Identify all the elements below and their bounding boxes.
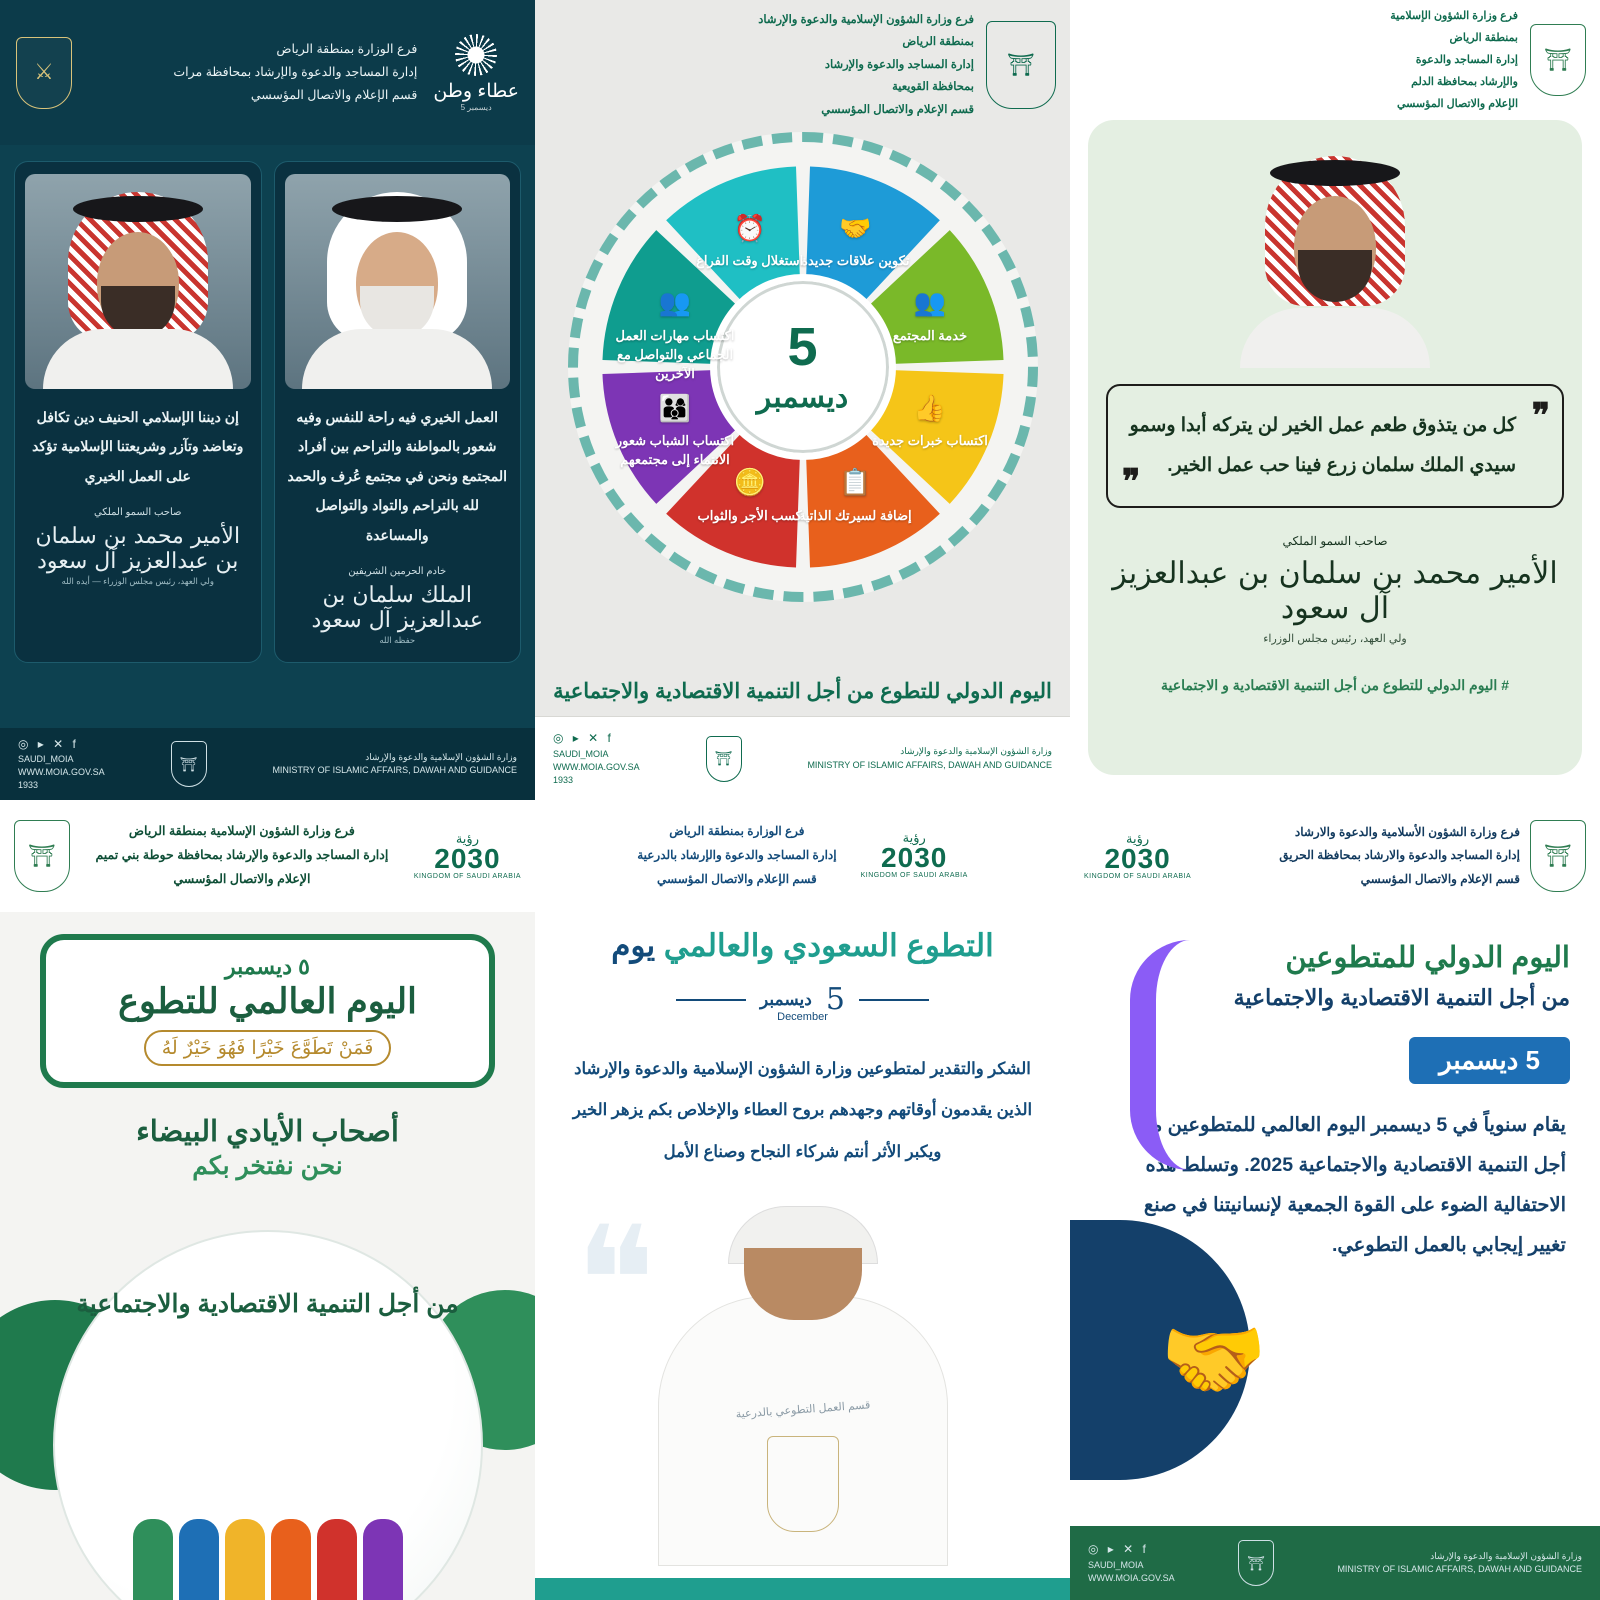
checklist-icon: 📋 bbox=[839, 467, 872, 498]
leader-card bbox=[14, 161, 262, 663]
dateline-rule bbox=[676, 999, 746, 1001]
poster1-footer bbox=[0, 728, 535, 800]
header-line: إدارة المساجد والدعوة والإرشاد بالدرعية bbox=[637, 848, 837, 862]
decorative-quote-icon: ❝ bbox=[575, 1195, 656, 1369]
handshake-icon: 🤝 bbox=[839, 212, 872, 243]
signature-title: صاحب السمو الملكي bbox=[1282, 533, 1388, 548]
poster1-header bbox=[0, 0, 535, 145]
decor-swoosh-purple bbox=[1130, 940, 1240, 1170]
signature-role: حفظه الله bbox=[379, 634, 416, 645]
ministry-emblem-icon: ⛩ bbox=[1238, 1540, 1274, 1586]
poster6-body: يقام سنوياً في 5 ديسمبر اليوم العالمي للمتطوعين من أجل التنمية الاقتصادية والاجتماعية 2025. وتسلط هذه الاحتفالية الضوء على القوة الجمعية لإنسانيتنا في صنع تغيير إيجابي بالعمل التطوعي. bbox=[1136, 1114, 1566, 1256]
event-date-chip: 5 ديسمبر bbox=[1409, 1037, 1570, 1084]
vision-2030-logo bbox=[861, 831, 968, 879]
header-line: قسم الإعلام والاتصال المؤسسي bbox=[656, 872, 817, 886]
burst-logo-icon bbox=[455, 34, 497, 76]
header-line: فرع وزارة الشؤون الإسلامية bbox=[1390, 10, 1518, 22]
volunteer-photo bbox=[653, 1196, 953, 1566]
poster6-header-text bbox=[1201, 821, 1520, 891]
saudi-emblem-icon: ⛩ bbox=[14, 820, 70, 892]
vision-label-ar: رؤية bbox=[455, 831, 479, 846]
ministry-name-en: MINISTRY OF ISLAMIC AFFAIRS, DAWAH AND GUIDANCE bbox=[272, 765, 517, 775]
signature-name: الملك سلمان بن عبدالعزيز آل سعود bbox=[311, 582, 483, 633]
poster4-title-frame bbox=[40, 934, 495, 1088]
social-block bbox=[553, 730, 640, 787]
wheel-segment-label: 👍 اكتساب خبرات جديدة bbox=[864, 390, 996, 452]
title-lead: يوم bbox=[611, 928, 656, 963]
saudi-emblem-icon: ⚔ bbox=[16, 37, 72, 109]
header-line: والإرشاد بمحافظة الدلم bbox=[1411, 76, 1518, 88]
quote-mark-icon: ❞ bbox=[1122, 462, 1141, 501]
saudi-emblem-icon: ⛩ bbox=[986, 21, 1056, 109]
header-line: قسم الإعلام والاتصال المؤسسي bbox=[821, 103, 974, 116]
poster1-header-text bbox=[72, 38, 427, 107]
vision-label-en: KINGDOM OF SAUDI ARABIA bbox=[1084, 873, 1192, 880]
coins-icon: 🪙 bbox=[733, 467, 766, 498]
ministry-name-en: MINISTRY OF ISLAMIC AFFAIRS, DAWAH AND GUIDANCE bbox=[1337, 1564, 1582, 1574]
poster5-header-text bbox=[637, 819, 836, 891]
wheel-segment-label: 👨‍👩‍👦 اكتساب الشباب شعور الانتماء إلى مجتمعهم bbox=[609, 390, 741, 470]
poster6-footer bbox=[1070, 1526, 1600, 1600]
quran-verse: فَمَنْ تَطَوَّعَ خَيْرًا فَهُوَ خَيْرٌ لَهُ bbox=[144, 1030, 392, 1066]
date-day-number: 5 bbox=[825, 982, 845, 1017]
leader-card bbox=[274, 161, 522, 663]
website-url: WWW.MOIA.GOV.SA bbox=[1088, 1572, 1175, 1583]
poster5-title bbox=[535, 928, 1070, 964]
website-url: WWW.MOIA.GOV.SA bbox=[18, 767, 105, 778]
date-month-ar: ديسمبر bbox=[760, 989, 812, 1009]
helping-hands-heart-icon: 🤝 bbox=[1160, 1312, 1268, 1408]
poster3-header-text bbox=[1390, 5, 1518, 115]
poster5-bottom-bar bbox=[535, 1578, 1070, 1600]
wheel-segment-label: 👥 خدمة المجتمع bbox=[864, 284, 996, 346]
poster6-title: اليوم الدولي للمتطوعين bbox=[1285, 942, 1570, 974]
header-line: إدارة المساجد والدعوة bbox=[1415, 54, 1518, 66]
header-line: بمحافظة القويعية bbox=[892, 81, 974, 94]
raised-hand bbox=[317, 1519, 357, 1600]
teamwork-icon: 👥 bbox=[658, 287, 692, 318]
ministry-emblem-icon: ⛩ bbox=[171, 741, 207, 787]
header-line: فرع الوزارة بمنطقة الرياض bbox=[276, 41, 418, 56]
social-handle: SAUDI_MOIA bbox=[553, 748, 609, 759]
header-line: إدارة المساجد والدعوة والإرشاد bbox=[824, 58, 974, 71]
poster-world-volunteer-day bbox=[0, 800, 535, 1600]
wheel-segment-label: 🪙 كسب الأجر والثواب bbox=[684, 464, 816, 526]
poster-volunteer-wheel bbox=[535, 0, 1070, 800]
signature-name: الأمير محمد بن سلمان بن عبدالعزيز آل سعود bbox=[1112, 555, 1558, 626]
ministry-block bbox=[1337, 1550, 1582, 1577]
crown-prince-portrait bbox=[25, 174, 251, 389]
vision-2030-logo bbox=[1084, 832, 1191, 880]
raised-hand bbox=[271, 1519, 311, 1600]
ministry-block bbox=[272, 751, 517, 778]
benefits-wheel bbox=[568, 132, 1038, 602]
header-line: إدارة المساجد والدعوة والارشاد بمحافظة الحريق bbox=[1279, 848, 1520, 863]
vest-text: قسم العمل التطوعي بالدرعية bbox=[734, 1399, 871, 1421]
poster-international-volunteer-day bbox=[1070, 800, 1600, 1600]
ministry-emblem-icon: ⛩ bbox=[706, 736, 742, 782]
social-handle: SAUDI_MOIA bbox=[1088, 1559, 1144, 1570]
poster4-header-text bbox=[70, 820, 414, 891]
header-line: إدارة المساجد والدعوة والإرشاد بمحافظة مرات bbox=[173, 64, 418, 79]
quote-mark-icon: ❞ bbox=[1531, 397, 1550, 435]
quote-text: كل من يتذوق طعم عمل الخير لن يتركه أبدا وسمو سيدي الملك سلمان زرع فينا حب عمل الخير. bbox=[1129, 415, 1516, 476]
poster2-header bbox=[535, 0, 1070, 130]
ministry-name-ar: وزارة الشؤون الإسلامية والدعوة والإرشاد bbox=[900, 746, 1052, 756]
poster3-panel bbox=[1088, 120, 1582, 775]
signature-title: خادم الحرمين الشريفين bbox=[348, 565, 447, 577]
quote-text: العمل الخيري فيه راحة للنفس وفيه شعور بالمواطنة والتراحم بين أفراد المجتمع ونحن في مجتمع عُرف والحمد لله بالتراحم والتواد والتواصل والمساعدة bbox=[287, 409, 507, 543]
poster4-header bbox=[0, 800, 535, 912]
poster4-title: اليوم العالمي للتطوع bbox=[118, 982, 417, 1021]
social-block bbox=[1088, 1541, 1175, 1584]
poster2-header-text bbox=[758, 9, 974, 121]
quote-text: إن ديننا الإسلامي الحنيف دين تكافل وتعاضد وتآزر وشريعتنا الإسلامية تؤكد على العمل الخيري bbox=[32, 409, 244, 484]
hashtag-text: # اليوم الدولي للتطوع من أجل التنمية الاقتصادية و الاجتماعية bbox=[1161, 676, 1509, 693]
poster5-header bbox=[535, 800, 1070, 910]
vision-number: 2030 bbox=[881, 842, 948, 873]
title-highlight: التطوع السعودي والعالمي bbox=[663, 928, 994, 963]
founding-year: 1933 bbox=[18, 780, 39, 791]
ministry-emblem-icon bbox=[767, 1436, 839, 1532]
raised-hands-icon bbox=[133, 1519, 403, 1600]
signature-title: صاحب السمو الملكي bbox=[93, 507, 182, 519]
header-line: بمنطقة الرياض bbox=[1449, 32, 1518, 44]
poster4-subtitle-2: نحن نفتخر بكم bbox=[192, 1152, 343, 1180]
header-line: فرع وزارة الشؤون الأسلامية والدعوة والارشاد bbox=[1294, 824, 1520, 839]
vision-label-en: KINGDOM OF SAUDI ARABIA bbox=[413, 873, 521, 880]
raised-hand bbox=[179, 1519, 219, 1600]
raised-hand bbox=[133, 1519, 173, 1600]
saudi-emblem-icon: ⛩ bbox=[1530, 24, 1586, 96]
vision-number: 2030 bbox=[1104, 843, 1171, 874]
ministry-name-en: MINISTRY OF ISLAMIC AFFAIRS, DAWAH AND GUIDANCE bbox=[807, 759, 1052, 770]
hub-day-number: 5 bbox=[787, 316, 818, 377]
poster4-subtitle-1: أصحاب الأيادي البيضاء bbox=[136, 1116, 399, 1148]
header-line: فرع وزارة الشؤون الإسلامية والدعوة والإرشاد bbox=[758, 13, 974, 26]
social-icons: ◎ ▸ ✕ f bbox=[1088, 1542, 1149, 1557]
poster5-paragraph: الشكر والتقدير لمتطوعين وزارة الشؤون الإسلامية والدعوة والإرشاد الذين يقدمون أوقاتهم وجهدهم بروح العطاء والإخلاص بكم يزهر الخير ويكبر الأثر أنتم شركاء النجاح وصناع الأمل bbox=[572, 1060, 1033, 1161]
wheel-segment-label: 📋 إضافة لسيرتك الذاتية bbox=[789, 464, 921, 526]
hub-month: ديسمبر bbox=[756, 380, 849, 414]
raised-hand bbox=[225, 1519, 265, 1600]
social-icons: ◎ ▸ ✕ f bbox=[553, 731, 614, 746]
poster3-header bbox=[1070, 0, 1600, 120]
dateline-rule bbox=[859, 999, 929, 1001]
group-person-icon: 👨‍👩‍👦 bbox=[658, 392, 692, 423]
date-month-en: December bbox=[777, 1011, 828, 1023]
signature-name: الأمير محمد بن سلمان بن عبدالعزيز آل سعود bbox=[35, 524, 241, 575]
ministry-block bbox=[807, 745, 1052, 772]
ministry-name-ar: وزارة الشؤون الإسلامية والدعوة والإرشاد bbox=[1430, 1550, 1582, 1561]
founding-year: 1933 bbox=[553, 774, 574, 785]
signature-role: ولي العهد، رئيس مجلس الوزراء — أيده الله bbox=[61, 576, 214, 587]
header-line: فرع الوزارة بمنطقة الرياض bbox=[669, 824, 805, 838]
wheel-segment-label: ⏰ استغلال وقت الفراغ bbox=[684, 210, 816, 272]
globe-graphic bbox=[53, 1230, 483, 1600]
logo-label: عطاء وطن bbox=[433, 80, 519, 102]
header-line: قسم الإعلام والاتصال المؤسسي bbox=[1360, 871, 1520, 886]
header-line: قسم الإعلام والاتصال المؤسسي bbox=[250, 88, 418, 103]
clock-icon: ⏰ bbox=[733, 212, 766, 243]
signature-role: ولي العهد، رئيس مجلس الوزراء bbox=[1263, 632, 1407, 645]
quote-box bbox=[1106, 384, 1564, 508]
poster1-cards bbox=[0, 145, 535, 663]
saudi-emblem-icon: ⛩ bbox=[1530, 820, 1586, 892]
wheel-segment-label: 👥 اكتساب مهارات العمل الجماعي والتواصل مع الآخرين bbox=[609, 284, 741, 383]
king-salman-portrait bbox=[285, 174, 511, 389]
header-line: الإعلام والاتصال المؤسسي bbox=[1396, 98, 1518, 110]
raised-hand bbox=[363, 1519, 403, 1600]
vision-number: 2030 bbox=[434, 843, 501, 874]
header-line: فرع وزارة الشؤون الإسلامية بمنطقة الرياض bbox=[128, 824, 355, 839]
poster2-footer bbox=[535, 716, 1070, 800]
social-handle: SAUDI_MOIA bbox=[18, 754, 74, 765]
wheel-segment-label: 🤝 تكوين علاقات جديدة bbox=[789, 210, 921, 272]
logo-date: 5 ديسمبر bbox=[460, 102, 492, 112]
globe-caption: من أجل التنمية الاقتصادية والاجتماعية bbox=[76, 1290, 459, 1318]
poster2-banner: اليوم الدولي للتطوع من أجل التنمية الاقتصادية والاجتماعية bbox=[553, 680, 1052, 703]
header-line: بمنطقة الرياض bbox=[902, 36, 974, 49]
event-date: ٥ ديسمبر bbox=[225, 954, 310, 979]
website-url: WWW.MOIA.GOV.SA bbox=[553, 761, 640, 772]
ministry-name-ar: وزارة الشؤون الإسلامية والدعوة والإرشاد bbox=[365, 751, 517, 762]
header-line: الإعلام والاتصال المؤسسي bbox=[173, 871, 311, 886]
people-group-icon: 👥 bbox=[913, 287, 947, 318]
vision-2030-logo bbox=[414, 832, 521, 880]
vision-label-en: KINGDOM OF SAUDI ARABIA bbox=[860, 872, 968, 879]
crown-prince-portrait bbox=[1230, 138, 1440, 368]
poster6-subtitle: من أجل التنمية الاقتصادية والاجتماعية bbox=[1233, 985, 1570, 1010]
poster-saudi-volunteer-day bbox=[535, 800, 1070, 1600]
vision-label-ar: رؤية bbox=[902, 830, 926, 845]
social-block bbox=[18, 736, 105, 793]
poster-quote-dilam bbox=[1070, 0, 1600, 800]
poster-riyadh-murat bbox=[0, 0, 535, 800]
header-line: إدارة المساجد والدعوة والإرشاد بمحافظة حوطة بني تميم bbox=[95, 848, 389, 863]
ataa-watan-logo bbox=[427, 34, 519, 112]
poster6-header bbox=[1070, 800, 1600, 912]
thumbs-up-icon: 👍 bbox=[913, 392, 947, 423]
social-icons: ◎ ▸ ✕ f bbox=[18, 736, 79, 751]
vision-label-ar: رؤية bbox=[1126, 831, 1150, 846]
